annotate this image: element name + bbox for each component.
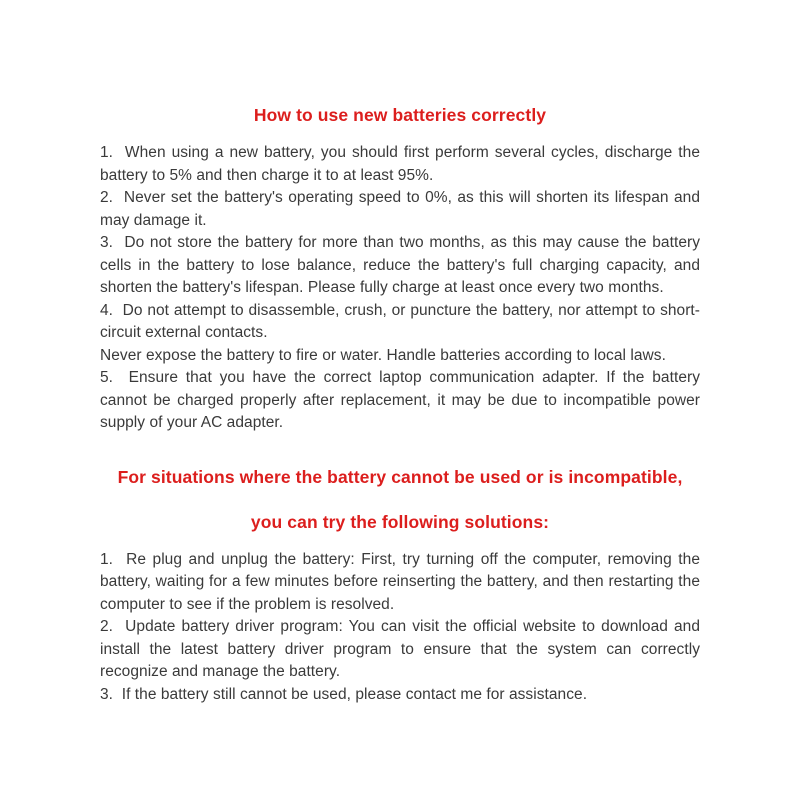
paragraph-fire-water: Never expose the battery to fire or water. Handle batteries according to local laws.: [100, 346, 666, 364]
paragraph-operating-speed: 2. Never set the battery's operating speed to 0%, as this will shorten its lifespan and may damage it.: [100, 189, 705, 229]
section2-title-line2: you can try the following solutions:: [250, 511, 550, 532]
paragraph-do-not-disassemble: 4. Do not attempt to disassemble, crush, or puncture the battery, nor attempt to short-circuit external contacts.: [100, 301, 700, 341]
paragraph-adapter: 5. Ensure that you have the correct laptop communication adapter. If the battery cannot be charged properly after replacement, it may be due to incompatible power supply of your AC adapter.: [100, 369, 705, 431]
section2-title-line1: For situations where the battery cannot be used or is incompatible,: [117, 466, 683, 487]
paragraph-contact-assistance: 3. If the battery still cannot be used, please contact me for assistance.: [100, 685, 588, 703]
paragraph-storage: 3. Do not store the battery for more than two months, as this may cause the battery cells in the battery to lose balance, reduce the battery's full charging capacity, and shorten the battery's lifespan. Please fully charge at least once every two months.: [100, 234, 705, 296]
paragraph-update-driver: 2. Update battery driver program: You can visit the official website to download and install the latest battery driver program to ensure that the system can correctly recognize and manage the battery.: [100, 618, 705, 680]
section1-title: How to use new batteries correctly: [253, 105, 547, 125]
paragraph-battery-cycles: 1. When using a new battery, you should first perform several cycles, discharge the battery to 5% and then charge it to at least 95%.: [100, 144, 705, 184]
paragraph-replug-battery: 1. Re plug and unplug the battery: First, try turning off the computer, removing the battery, waiting for a few minutes before reinserting the battery, and then restarting the computer to see if the problem is resolved.: [100, 550, 705, 613]
